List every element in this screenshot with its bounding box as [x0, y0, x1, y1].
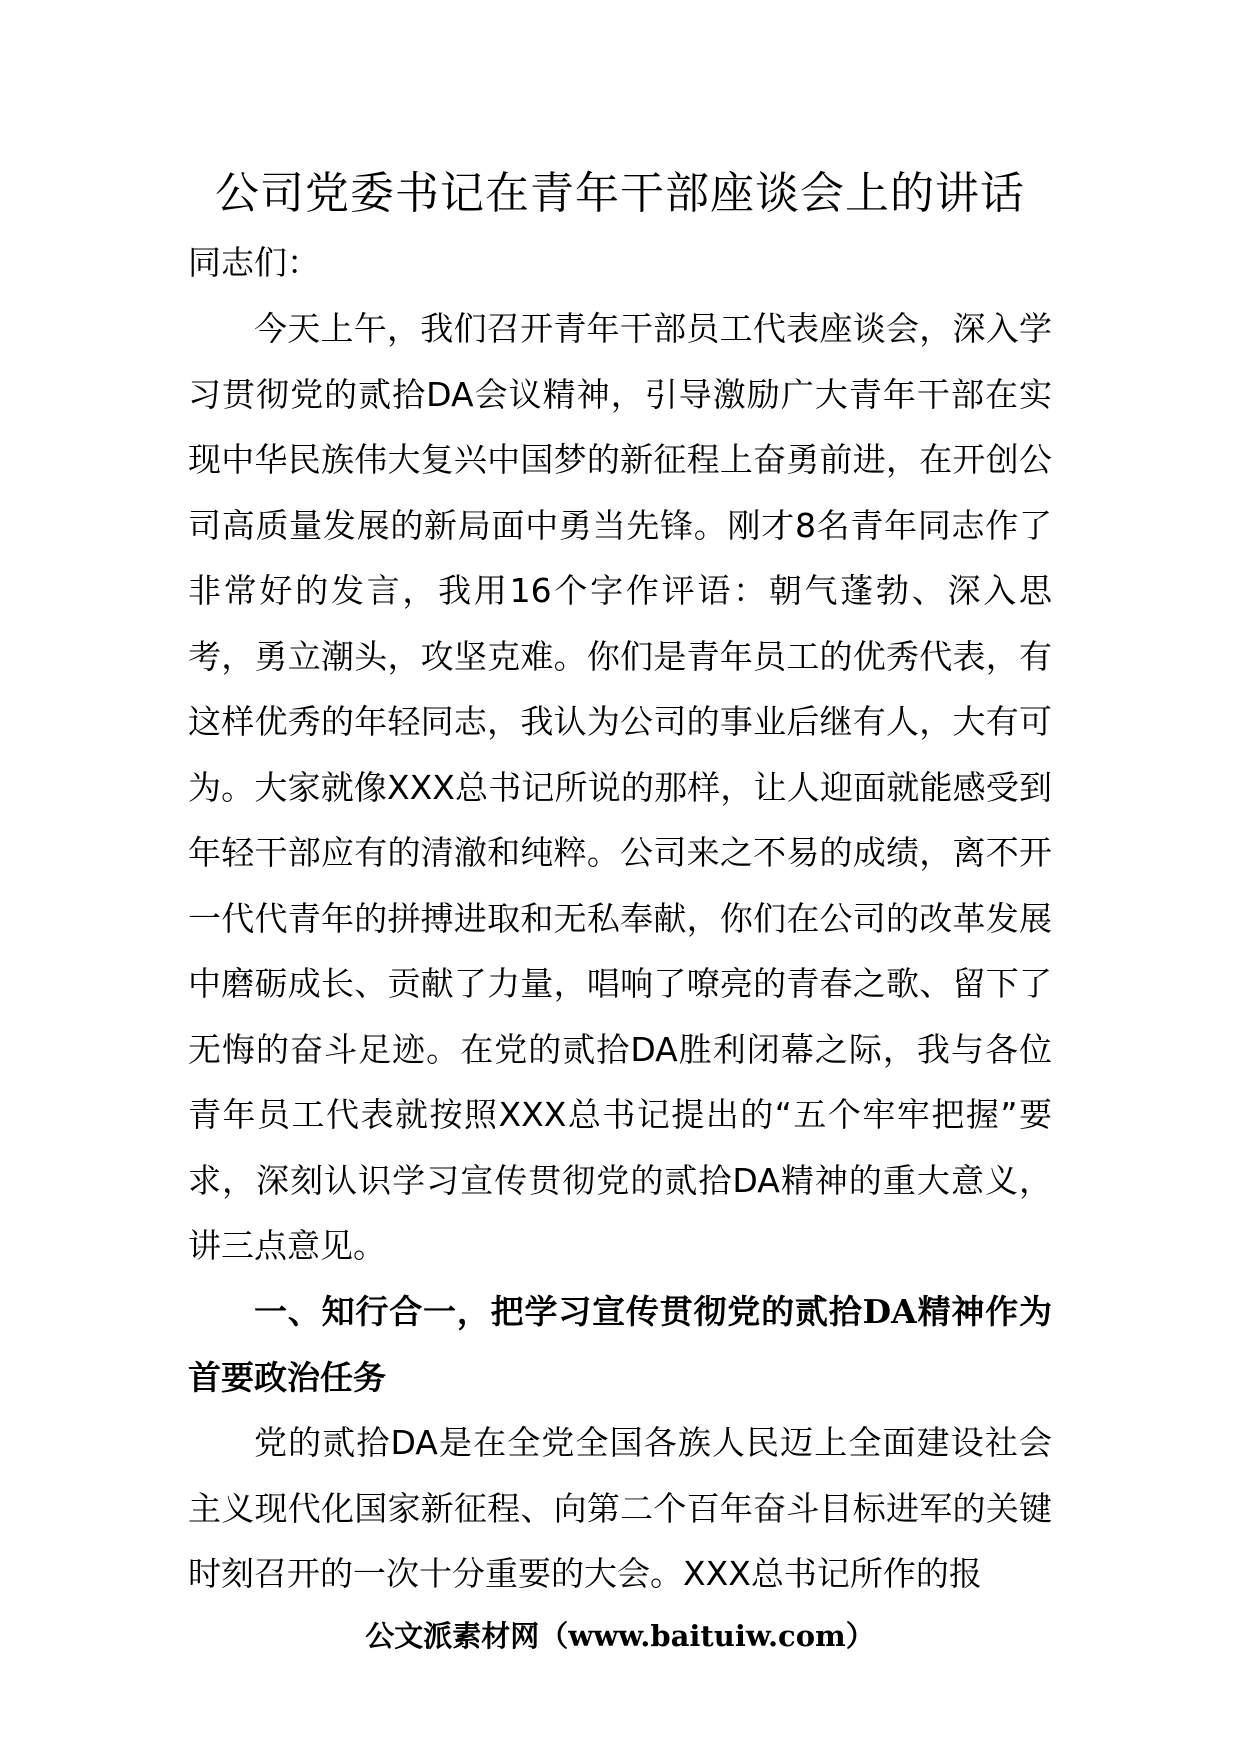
salutation: 同志们：: [188, 243, 320, 282]
body-paragraph: 党的贰拾DA是在全党全国各族人民迈上全面建设社会主义现代化国家新征程、向第二个百年奋斗目标进军的关键时刻召开的一次十分重要的大会。XXX总书记所作的报: [188, 1423, 1052, 1593]
source-footer: 公文派素材网（www.baituiw.com）: [365, 1619, 875, 1653]
section-heading: 一、知行合一，把学习宣传贯彻党的贰拾DA精神作为首要政治任务: [188, 1292, 1052, 1397]
body-paragraph: 今天上午，我们召开青年干部员工代表座谈会，深入学习贯彻党的贰拾DA会议精神，引导激励广大青年干部在实现中华民族伟大复兴中国梦的新征程上奋勇前进，在开创公司高质量发展的新局面中勇当先锋。刚才8名青年同志作了非常好的发言，我用16个字作评语：朝气蓬勃、深入思考，勇立潮头，攻坚克难。你们是青年员工的优秀代表，有这样优秀的年轻同志，我认为公司的事业后继有人，大有可为。大家就像XXX总书记所说的那样，让人迎面就能感受到年轻干部应有的清澈和纯粹。公司来之不易的成绩，离不开一代代青年的拼搏进取和无私奉献，你们在公司的改革发展中磨砺成长、贡献了力量，唱响了嘹亮的青春之歌、留下了无悔的奋斗足迹。在党的贰拾DA胜利闭幕之际，我与各位青年员工代表就按照XXX总书记提出的“五个牢牢把握”要求，深刻认识学习宣传贯彻党的贰拾DA精神的重大意义，讲三点意见。: [188, 309, 1052, 1265]
document-title: 公司党委书记在青年干部座谈会上的讲话: [215, 168, 1025, 219]
